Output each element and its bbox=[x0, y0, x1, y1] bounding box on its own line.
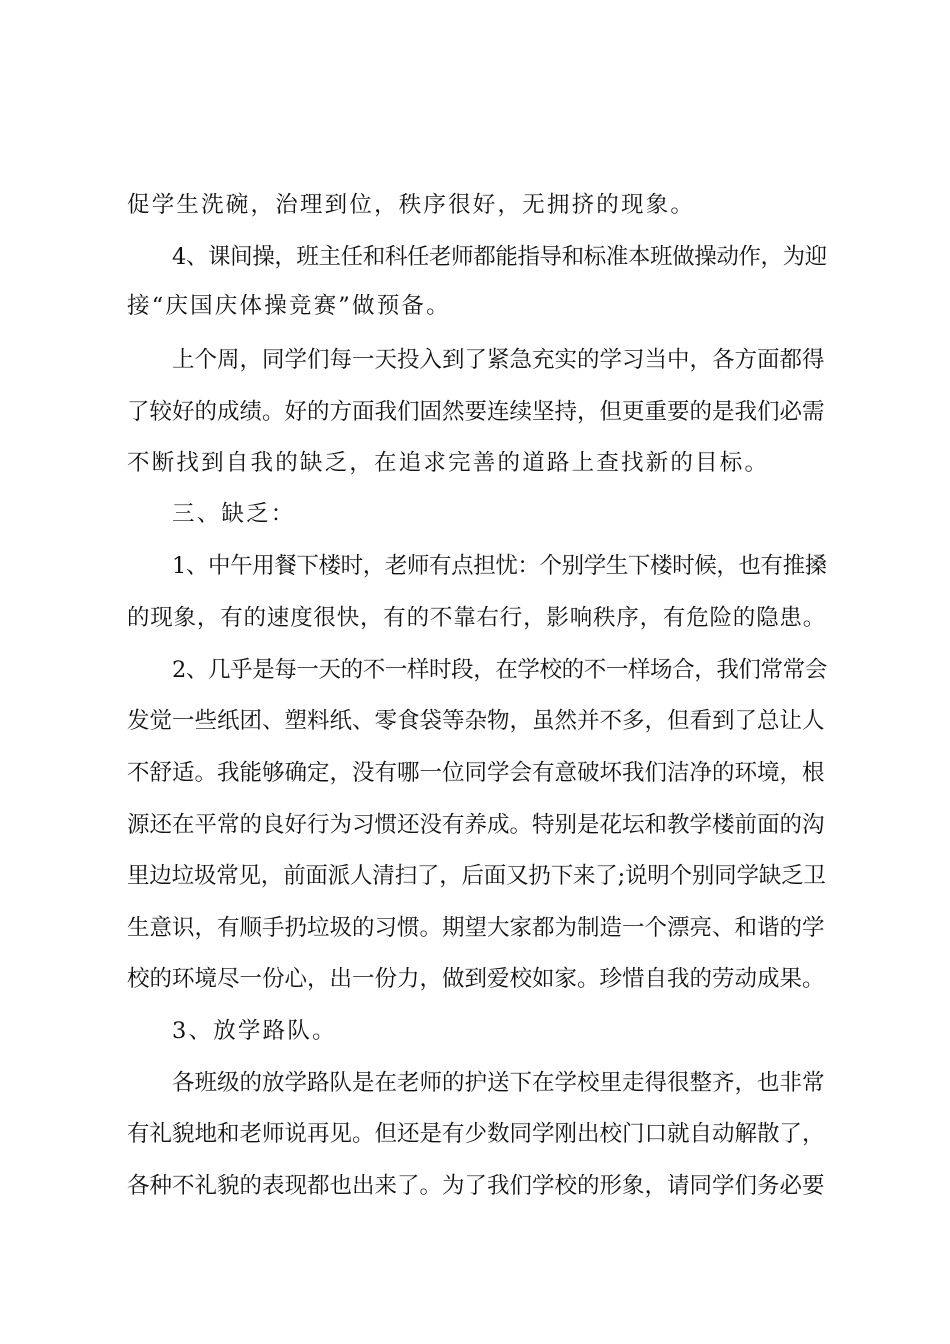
text-line: 1、中午用餐下楼时，老师有点担忧：个别学生下楼时候，也有推搡 bbox=[172, 553, 827, 579]
section-heading: 三、缺乏： bbox=[172, 501, 296, 527]
text-line: 各种不礼貌的表现都也出来了。为了我们学校的形象，请同学们务必要 bbox=[127, 1173, 825, 1199]
text-line: 促学生洗碗，治理到位，秩序很好，无拥挤的现象。 bbox=[127, 192, 696, 218]
text-line: 3、放学路队。 bbox=[172, 1018, 337, 1044]
text-line: 上个周，同学们每一天投入到了紧急充实的学习当中，各方面都得 bbox=[172, 347, 825, 373]
text-line: 2、几乎是每一天的不一样时段，在学校的不一样场合，我们常常会 bbox=[172, 657, 827, 683]
text-line: 了较好的成绩。好的方面我们固然要连续坚持，但更重要的是我们必需 bbox=[127, 399, 825, 425]
text-line: 各班级的放学路队是在老师的护送下在学校里走得很整齐，也非常 bbox=[172, 1070, 825, 1096]
text-line: 接“庆国庆体操竞赛”做预备。 bbox=[127, 293, 451, 319]
text-line: 里边垃圾常见，前面派人清扫了，后面又扔下来了;说明个别同学缺乏卫 bbox=[127, 863, 826, 889]
text-line: 的现象，有的速度很快，有的不靠右行，影响秩序，有危险的隐患。 bbox=[127, 605, 827, 631]
text-line: 不舒适。我能够确定，没有哪一位同学会有意破坏我们洁净的环境，根 bbox=[127, 760, 825, 786]
text-line: 生意识，有顺手扔垃圾的习惯。期望大家都为制造一个漂亮、和谐的学 bbox=[127, 915, 825, 941]
text-line: 有礼貌地和老师说再见。但还是有少数同学刚出校门口就自动解散了， bbox=[127, 1121, 825, 1147]
text-line: 源还在平常的良好行为习惯还没有养成。特别是花坛和教学楼前面的沟 bbox=[127, 812, 825, 838]
text-line: 校的环境尽一份心，出一份力，做到爱校如家。珍惜自我的劳动成果。 bbox=[127, 966, 825, 992]
text-line: 发觉一些纸团、塑料纸、零食袋等杂物，虽然并不多，但看到了总让人 bbox=[127, 708, 825, 734]
text-line: 不断找到自我的缺乏，在追求完善的道路上查找新的目标。 bbox=[127, 450, 770, 476]
text-line: 4、课间操，班主任和科任老师都能指导和标准本班做操动作，为迎 bbox=[172, 244, 827, 270]
